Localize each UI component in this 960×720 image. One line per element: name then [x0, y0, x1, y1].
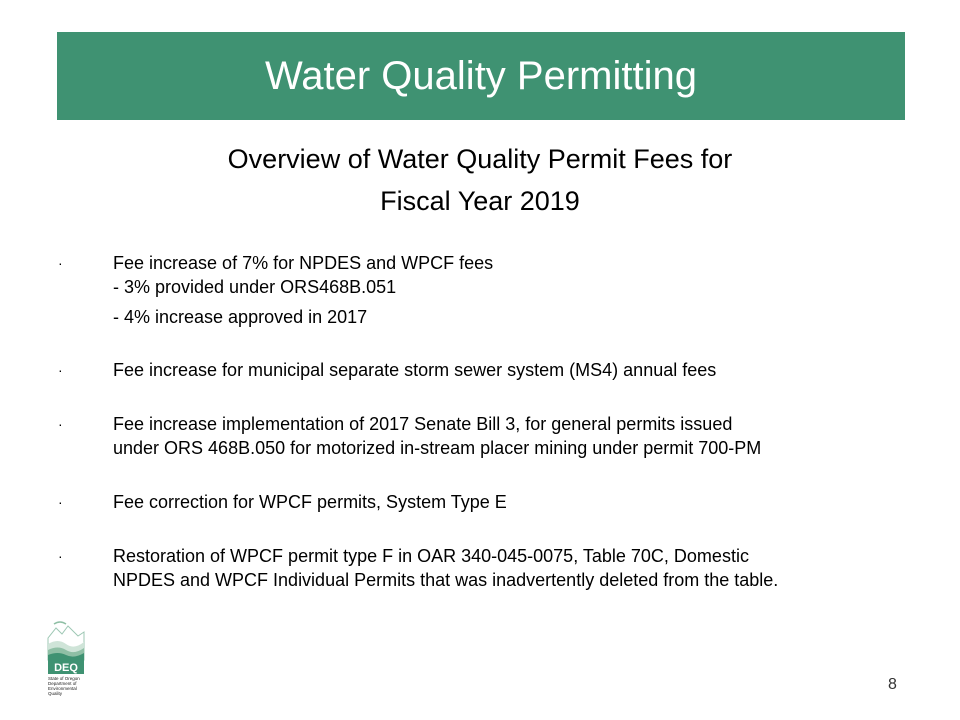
- bullet-line: Fee correction for WPCF permits, System Type E: [113, 492, 507, 512]
- logo-org-line: Quality: [48, 691, 63, 696]
- subtitle-line-2: Fiscal Year 2019: [380, 186, 580, 216]
- logo-org-text: [48, 676, 80, 696]
- subtitle-line-1: Overview of Water Quality Permit Fees for: [227, 144, 733, 174]
- slide-title: Water Quality Permitting: [265, 53, 697, 98]
- bullet-line: Fee increase of 7% for NPDES and WPCF fees: [113, 253, 494, 273]
- bullet-marker: ·: [58, 494, 63, 510]
- bullet-text: [113, 412, 761, 460]
- bullet-text: [113, 490, 507, 514]
- logo-org-line: Environmental: [48, 686, 77, 691]
- bullet-line: Fee increase implementation of 2017 Senate Bill 3, for general permits issued: [113, 414, 733, 434]
- bullet-marker: ·: [58, 548, 63, 564]
- bullet-line: - 4% increase approved in 2017: [113, 307, 368, 327]
- bullet-line: under ORS 468B.050 for motorized in-stream placer mining under permit 700-PM: [113, 438, 762, 458]
- bullet-marker: ·: [58, 255, 63, 271]
- bullet-line: Restoration of WPCF permit type F in OAR 340-045-0075, Table 70C, Domestic: [113, 546, 749, 566]
- page-number: 8: [888, 676, 897, 693]
- bullet-text: [113, 251, 493, 329]
- bullet-text: [113, 358, 716, 382]
- slide-subtitle: [0, 138, 960, 222]
- deq-logo: [44, 620, 88, 700]
- bullet-line: Fee increase for municipal separate storm sewer system (MS4) annual fees: [113, 360, 717, 380]
- logo-abbr: DEQ: [54, 662, 78, 674]
- deq-logo-mark-icon: [44, 620, 88, 676]
- bullet-marker: ·: [58, 362, 63, 378]
- title-bar: [57, 32, 905, 120]
- bullet-line: - 3% provided under ORS468B.051: [113, 277, 397, 297]
- bullet-marker: ·: [58, 416, 63, 432]
- logo-org-line: Department of: [48, 681, 77, 686]
- logo-org-line: State of Oregon: [48, 676, 80, 681]
- bullet-text: [113, 544, 778, 592]
- bullet-line: NPDES and WPCF Individual Permits that was inadvertently deleted from the table.: [113, 570, 779, 590]
